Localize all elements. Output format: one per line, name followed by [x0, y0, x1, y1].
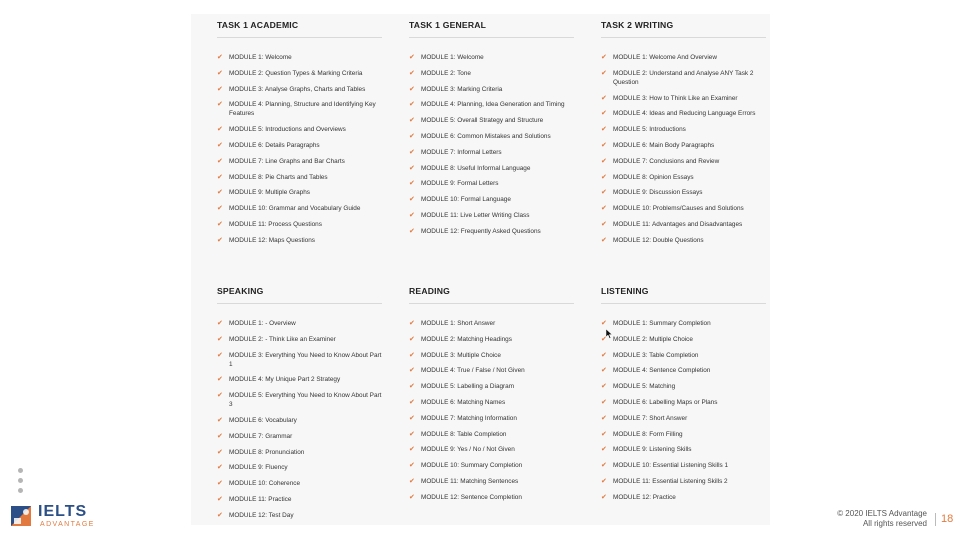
module-label: MODULE 7: Informal Letters — [421, 148, 502, 156]
checkmark-icon: ✔ — [601, 157, 607, 165]
checkmark-icon: ✔ — [217, 495, 223, 503]
page-number: 18 — [935, 513, 953, 526]
module-item[interactable] — [409, 366, 574, 375]
checkmark-icon: ✔ — [409, 493, 415, 501]
module-list — [601, 319, 766, 502]
module-item[interactable] — [409, 85, 574, 94]
checkmark-icon: ✔ — [601, 54, 607, 61]
ielts-advantage-logo — [10, 504, 100, 532]
module-item[interactable] — [217, 100, 382, 118]
module-list — [217, 53, 382, 245]
module-item[interactable] — [409, 211, 574, 220]
module-label: MODULE 7: Line Graphs and Bar Charts — [229, 157, 345, 165]
checkmark-icon: ✔ — [217, 189, 223, 197]
checkmark-icon: ✔ — [601, 398, 607, 406]
checkmark-icon: ✔ — [409, 351, 415, 359]
module-label: MODULE 1: Welcome And Overview — [613, 54, 717, 61]
module-item[interactable] — [601, 335, 766, 344]
module-item[interactable] — [217, 416, 382, 425]
module-label: MODULE 3: Multiple Choice — [421, 351, 501, 359]
module-label: MODULE 8: Form Filling — [613, 430, 683, 438]
module-label: MODULE 2: Matching Headings — [421, 335, 512, 343]
checkmark-icon: ✔ — [601, 126, 607, 134]
module-label: MODULE 9: Yes / No / Not Given — [421, 446, 515, 454]
module-item[interactable] — [601, 319, 766, 328]
module-item[interactable] — [601, 53, 766, 62]
module-item[interactable] — [409, 398, 574, 407]
module-label: MODULE 1: Short Answer — [421, 320, 496, 327]
checkmark-icon: ✔ — [217, 511, 223, 519]
module-item[interactable] — [409, 382, 574, 391]
module-label: MODULE 7: Conclusions and Review — [613, 157, 720, 165]
module-item[interactable] — [217, 319, 382, 328]
checkmark-icon: ✔ — [601, 430, 607, 438]
module-item[interactable] — [217, 173, 382, 182]
checkmark-icon: ✔ — [409, 148, 415, 156]
module-label: MODULE 2: Question Types & Marking Criteria — [229, 69, 363, 77]
module-item[interactable] — [601, 414, 766, 423]
module-item[interactable] — [601, 141, 766, 150]
module-label: MODULE 3: Everything You Need to Know About Part 1 — [229, 351, 382, 368]
module-item[interactable] — [601, 220, 766, 229]
module-label: MODULE 5: Everything You Need to Know About Part 3 — [229, 392, 382, 409]
checkmark-icon: ✔ — [217, 392, 223, 400]
checkmark-icon: ✔ — [601, 351, 607, 359]
module-list — [409, 319, 574, 502]
module-label: MODULE 6: Vocabulary — [229, 416, 297, 424]
module-item[interactable] — [217, 463, 382, 472]
module-item[interactable] — [217, 391, 382, 409]
checkmark-icon: ✔ — [409, 335, 415, 343]
module-item[interactable] — [217, 69, 382, 78]
module-item[interactable] — [409, 414, 574, 423]
column-title: SPEAKING — [217, 287, 382, 304]
checkmark-icon: ✔ — [217, 320, 223, 327]
module-label: MODULE 3: Table Completion — [613, 351, 699, 359]
checkmark-icon: ✔ — [601, 236, 607, 244]
module-item[interactable] — [217, 125, 382, 134]
checkmark-icon: ✔ — [217, 351, 223, 359]
module-item[interactable] — [217, 220, 382, 229]
module-item[interactable] — [409, 148, 574, 157]
module-item[interactable] — [409, 179, 574, 188]
module-label: MODULE 4: True / False / Not Given — [421, 367, 525, 375]
module-item[interactable] — [409, 477, 574, 486]
module-label: MODULE 8: Pie Charts and Tables — [229, 173, 328, 181]
module-item[interactable] — [601, 204, 766, 213]
module-item[interactable] — [409, 132, 574, 141]
module-item[interactable] — [217, 495, 382, 504]
checkmark-icon: ✔ — [217, 126, 223, 134]
module-item[interactable] — [601, 173, 766, 182]
checkmark-icon: ✔ — [409, 367, 415, 375]
module-item[interactable] — [601, 351, 766, 360]
module-label: MODULE 12: Frequently Asked Questions — [421, 227, 541, 235]
checkmark-icon: ✔ — [601, 477, 607, 485]
module-list — [217, 319, 382, 520]
module-label: MODULE 5: Introductions — [613, 126, 686, 134]
module-item[interactable] — [217, 375, 382, 384]
copyright-notice — [837, 509, 927, 529]
module-label: MODULE 8: Table Completion — [421, 430, 507, 438]
checkmark-icon: ✔ — [409, 85, 415, 93]
module-label: MODULE 4: Planning, Idea Generation and Timing — [421, 101, 565, 109]
module-label: MODULE 12: Maps Questions — [229, 236, 315, 244]
module-item[interactable] — [601, 398, 766, 407]
checkmark-icon: ✔ — [601, 383, 607, 391]
module-label: MODULE 8: Pronunciation — [229, 448, 305, 456]
module-item[interactable] — [217, 141, 382, 150]
module-label: MODULE 6: Main Body Paragraphs — [613, 141, 715, 149]
module-label: MODULE 9: Formal Letters — [421, 180, 499, 188]
checkmark-icon: ✔ — [409, 462, 415, 470]
checkmark-icon: ✔ — [601, 320, 607, 327]
module-label: MODULE 11: Essential Listening Skills 2 — [613, 477, 728, 485]
module-label: MODULE 11: Matching Sentences — [421, 477, 519, 485]
mouse-cursor-icon — [606, 329, 614, 339]
checkmark-icon: ✔ — [409, 414, 415, 422]
checkmark-icon: ✔ — [409, 164, 415, 172]
checkmark-icon: ✔ — [217, 54, 223, 61]
checkmark-icon: ✔ — [601, 189, 607, 197]
column-title: READING — [409, 287, 574, 304]
logo-mark-icon — [10, 504, 34, 528]
checkmark-icon: ✔ — [601, 367, 607, 375]
logo-subtitle: ADVANTAGE — [40, 521, 95, 528]
module-item[interactable] — [409, 227, 574, 236]
module-item[interactable] — [601, 430, 766, 439]
module-label: MODULE 12: Test Day — [229, 511, 294, 519]
module-label: MODULE 6: Common Mistakes and Solutions — [421, 132, 551, 140]
checkmark-icon: ✔ — [409, 227, 415, 235]
module-item[interactable] — [409, 53, 574, 62]
module-label: MODULE 4: Ideas and Reducing Language Errors — [613, 110, 756, 118]
module-label: MODULE 7: Short Answer — [613, 414, 688, 422]
module-item[interactable] — [601, 236, 766, 245]
module-item[interactable] — [409, 164, 574, 173]
column-task1-general — [409, 21, 574, 243]
module-item[interactable] — [409, 100, 574, 109]
checkmark-icon: ✔ — [217, 416, 223, 424]
module-item[interactable] — [409, 319, 574, 328]
module-item[interactable] — [217, 204, 382, 213]
checkmark-icon: ✔ — [409, 398, 415, 406]
module-item[interactable] — [217, 432, 382, 441]
checkmark-icon: ✔ — [601, 462, 607, 470]
module-label: MODULE 10: Summary Completion — [421, 462, 523, 470]
module-label: MODULE 5: Labelling a Diagram — [421, 383, 515, 391]
module-item[interactable] — [601, 69, 766, 87]
column-task1-academic — [217, 21, 382, 252]
checkmark-icon: ✔ — [601, 414, 607, 422]
module-item[interactable] — [601, 157, 766, 166]
checkmark-icon: ✔ — [409, 446, 415, 454]
module-item[interactable] — [601, 461, 766, 470]
module-label: MODULE 8: Opinion Essays — [613, 173, 694, 181]
module-label: MODULE 11: Process Questions — [229, 220, 322, 228]
module-label: MODULE 4: My Unique Part 2 Strategy — [229, 376, 341, 384]
module-item[interactable] — [601, 94, 766, 103]
checkmark-icon: ✔ — [601, 335, 607, 343]
column-task2-writing — [601, 21, 766, 252]
module-label: MODULE 11: Advantages and Disadvantages — [613, 220, 743, 228]
module-item[interactable] — [217, 335, 382, 344]
checkmark-icon: ✔ — [409, 477, 415, 485]
module-label: MODULE 4: Sentence Completion — [613, 367, 711, 375]
more-options-icon[interactable] — [8, 460, 36, 506]
module-item[interactable] — [217, 236, 382, 245]
checkmark-icon: ✔ — [601, 220, 607, 228]
module-label: MODULE 3: Analyse Graphs, Charts and Tables — [229, 85, 366, 93]
checkmark-icon: ✔ — [217, 141, 223, 149]
module-label: MODULE 12: Practice — [613, 493, 676, 501]
module-label: MODULE 8: Useful Informal Language — [421, 164, 531, 172]
module-label: MODULE 3: How to Think Like an Examiner — [613, 94, 738, 102]
checkmark-icon: ✔ — [217, 432, 223, 440]
module-item[interactable] — [409, 461, 574, 470]
module-item[interactable] — [409, 430, 574, 439]
course-modules-panel — [191, 14, 770, 525]
module-label: MODULE 10: Problems/Causes and Solutions — [613, 205, 744, 213]
module-label: MODULE 6: Matching Names — [421, 398, 506, 406]
module-item[interactable] — [409, 493, 574, 502]
copyright-line-2: All rights reserved — [862, 519, 927, 528]
checkmark-icon: ✔ — [217, 376, 223, 384]
checkmark-icon: ✔ — [217, 448, 223, 456]
module-item[interactable] — [601, 366, 766, 375]
module-label: MODULE 1: Welcome — [229, 54, 292, 61]
checkmark-icon: ✔ — [601, 69, 607, 77]
copyright-line-1: © 2020 IELTS Advantage — [837, 509, 927, 518]
module-item[interactable] — [217, 188, 382, 197]
module-item[interactable] — [601, 109, 766, 118]
module-item[interactable] — [217, 448, 382, 457]
module-label: MODULE 9: Fluency — [229, 464, 288, 472]
checkmark-icon: ✔ — [409, 320, 415, 327]
module-label: MODULE 5: Matching — [613, 383, 676, 391]
module-label: MODULE 2: Multiple Choice — [613, 335, 693, 343]
module-label: MODULE 12: Double Questions — [613, 236, 704, 244]
checkmark-icon: ✔ — [409, 196, 415, 204]
module-label: MODULE 2: - Think Like an Examiner — [229, 335, 336, 343]
module-item[interactable] — [217, 511, 382, 520]
column-title: TASK 2 WRITING — [601, 21, 766, 38]
column-title: LISTENING — [601, 287, 766, 304]
module-item[interactable] — [217, 351, 382, 369]
module-label: MODULE 10: Essential Listening Skills 1 — [613, 462, 729, 470]
module-item[interactable] — [601, 445, 766, 454]
checkmark-icon: ✔ — [409, 101, 415, 109]
module-label: MODULE 10: Formal Language — [421, 196, 511, 204]
module-label: MODULE 7: Matching Information — [421, 414, 517, 422]
module-label: MODULE 7: Grammar — [229, 432, 293, 440]
checkmark-icon: ✔ — [601, 446, 607, 454]
checkmark-icon: ✔ — [409, 383, 415, 391]
module-label: MODULE 9: Discussion Essays — [613, 189, 703, 197]
module-item[interactable] — [217, 479, 382, 488]
module-label: MODULE 6: Details Paragraphs — [229, 141, 320, 149]
module-item[interactable] — [409, 195, 574, 204]
checkmark-icon: ✔ — [409, 117, 415, 125]
module-label: MODULE 5: Overall Strategy and Structure — [421, 117, 544, 125]
module-label: MODULE 11: Practice — [229, 495, 292, 503]
module-label: MODULE 5: Introductions and Overviews — [229, 126, 346, 134]
module-label: MODULE 4: Planning, Structure and Identifying Key Features — [229, 101, 376, 118]
module-label: MODULE 11: Live Letter Writing Class — [421, 211, 530, 219]
checkmark-icon: ✔ — [217, 480, 223, 488]
module-item[interactable] — [601, 382, 766, 391]
module-label: MODULE 1: - Overview — [229, 320, 296, 327]
checkmark-icon: ✔ — [409, 180, 415, 188]
checkmark-icon: ✔ — [217, 335, 223, 343]
column-listening — [601, 287, 766, 509]
checkmark-icon: ✔ — [217, 157, 223, 165]
module-label: MODULE 10: Coherence — [229, 480, 301, 488]
checkmark-icon: ✔ — [409, 211, 415, 219]
checkmark-icon: ✔ — [217, 464, 223, 472]
checkmark-icon: ✔ — [601, 94, 607, 102]
checkmark-icon: ✔ — [409, 430, 415, 438]
module-list — [601, 53, 766, 245]
module-label: MODULE 6: Labelling Maps or Plans — [613, 398, 718, 406]
module-list — [409, 53, 574, 236]
column-reading — [409, 287, 574, 509]
column-speaking — [217, 287, 382, 527]
checkmark-icon: ✔ — [217, 220, 223, 228]
module-label: MODULE 2: Understand and Analyse ANY Task 2 Question — [613, 69, 754, 86]
module-label: MODULE 10: Grammar and Vocabulary Guide — [229, 205, 361, 213]
checkmark-icon: ✔ — [217, 101, 223, 109]
checkmark-icon: ✔ — [217, 205, 223, 213]
column-title: TASK 1 ACADEMIC — [217, 21, 382, 38]
module-item[interactable] — [409, 445, 574, 454]
checkmark-icon: ✔ — [217, 236, 223, 244]
module-item[interactable] — [409, 351, 574, 360]
module-item[interactable] — [409, 69, 574, 78]
module-label: MODULE 2: Tone — [421, 69, 471, 77]
checkmark-icon: ✔ — [217, 69, 223, 77]
module-label: MODULE 1: Welcome — [421, 54, 484, 61]
module-item[interactable] — [409, 335, 574, 344]
checkmark-icon: ✔ — [601, 173, 607, 181]
module-item[interactable] — [601, 188, 766, 197]
module-label: MODULE 12: Sentence Completion — [421, 493, 522, 501]
checkmark-icon: ✔ — [409, 69, 415, 77]
module-item[interactable] — [601, 125, 766, 134]
module-label: MODULE 3: Marking Criteria — [421, 85, 503, 93]
checkmark-icon: ✔ — [409, 132, 415, 140]
module-item[interactable] — [601, 493, 766, 502]
checkmark-icon: ✔ — [601, 205, 607, 213]
column-title: TASK 1 GENERAL — [409, 21, 574, 38]
module-label: MODULE 1: Summary Completion — [613, 320, 711, 327]
module-item[interactable] — [409, 116, 574, 125]
checkmark-icon: ✔ — [409, 54, 415, 61]
checkmark-icon: ✔ — [217, 173, 223, 181]
module-item[interactable] — [601, 477, 766, 486]
checkmark-icon: ✔ — [601, 110, 607, 118]
checkmark-icon: ✔ — [601, 493, 607, 501]
module-item[interactable] — [217, 53, 382, 62]
module-item[interactable] — [217, 85, 382, 94]
checkmark-icon: ✔ — [217, 85, 223, 93]
checkmark-icon: ✔ — [601, 141, 607, 149]
module-label: MODULE 9: Listening Skills — [613, 446, 692, 454]
module-label: MODULE 9: Multiple Graphs — [229, 189, 310, 197]
module-item[interactable] — [217, 157, 382, 166]
logo-word: IELTS — [38, 503, 88, 520]
